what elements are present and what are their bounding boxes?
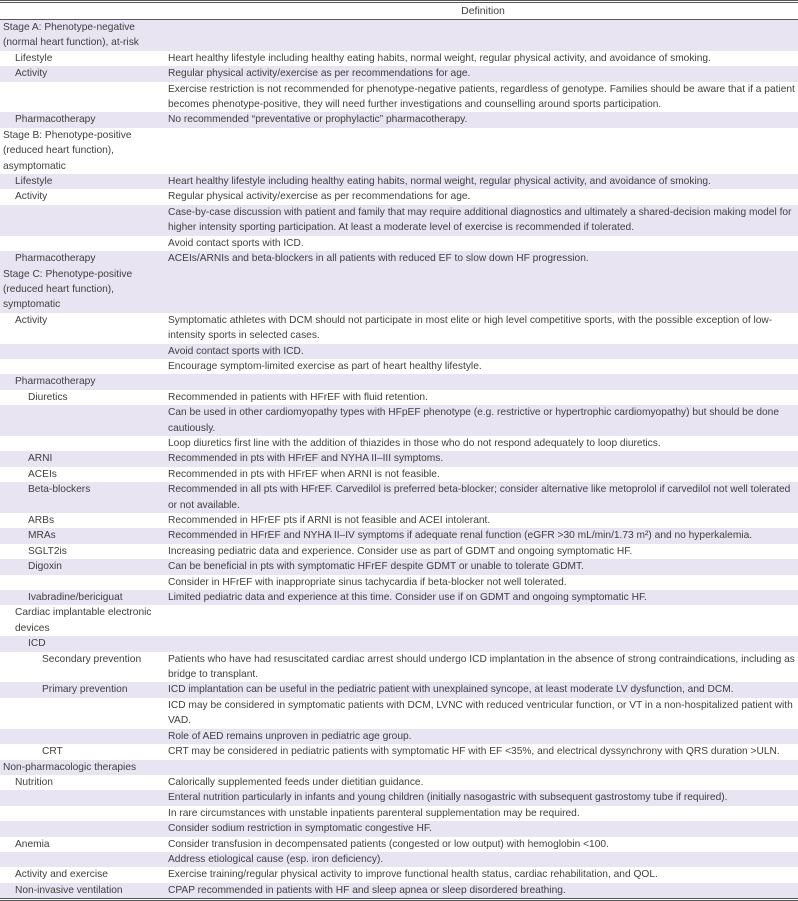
row-label: SGLT2is <box>28 545 67 557</box>
row-definition: ACEIs/ARNIs and beta-blockers in all patients with reduced EF to slow down HF progression. <box>168 253 589 265</box>
table-row <box>0 698 798 729</box>
row-label <box>0 790 168 805</box>
row-definition: Regular physical activity/exercise as per recommendations for age. <box>168 191 471 203</box>
row-label <box>0 236 168 251</box>
table-row <box>0 652 798 683</box>
row-definition: Can be beneficial in pts with symptomatic HFrEF despite GDMT or unable to tolerate GDMT. <box>168 561 584 573</box>
table-row <box>0 775 798 790</box>
row-definition: Loop diuretics first line with the addition of thiazides in those who do not respond adequately to loop diuretics. <box>168 437 661 449</box>
section-header-row <box>0 267 798 313</box>
table-body <box>0 20 798 898</box>
row-label: Activity <box>15 191 48 203</box>
row-label: Activity <box>15 68 48 80</box>
row-definition: Recommended in HFrEF pts if ARNI is not feasible and ACEI intolerant. <box>168 515 491 526</box>
table-row <box>0 467 798 482</box>
row-definition: Consider transfusion in decompensated patients (congested or low output) with hemoglobin <100. <box>168 838 609 850</box>
row-label <box>0 405 168 436</box>
section-header-row <box>0 605 798 636</box>
row-label <box>0 575 168 590</box>
table-row <box>0 821 798 836</box>
table-row <box>0 729 798 744</box>
row-label: Stage B: Phenotype-positive (reduced heart function), asymptomatic <box>3 129 132 172</box>
table-row <box>0 405 798 436</box>
row-label: Primary prevention <box>42 684 128 696</box>
row-definition: Consider in HFrEF with inappropriate sinus tachycardia if beta-blocker not well tolerated. <box>168 576 567 588</box>
row-definition <box>168 128 798 174</box>
table-row <box>0 528 798 543</box>
row-definition: In rare circumstances with unstable inpatients parenteral supplementation may be required. <box>168 807 580 819</box>
table-row <box>0 852 798 867</box>
row-label: Non-invasive ventilation <box>15 884 123 896</box>
row-definition: Limited pediatric data and experience at this time. Consider use if on GDMT and ongoing symptomatic HF. <box>168 592 647 604</box>
section-header-row <box>0 636 798 651</box>
table-row <box>0 451 798 466</box>
row-label: Beta-blockers <box>28 484 91 496</box>
row-label: Ivabradine/bericiguat <box>28 592 123 604</box>
row-definition: Recommended in pts with HFrEF when ARNI is not feasible. <box>168 468 440 480</box>
row-label: ARBs <box>28 515 55 526</box>
section-header-row <box>0 20 798 51</box>
row-label: Secondary prevention <box>42 653 142 665</box>
row-label: Activity <box>15 314 48 326</box>
table-row <box>0 544 798 559</box>
table-row <box>0 790 798 805</box>
table-row <box>0 806 798 821</box>
table-row <box>0 867 798 882</box>
row-label: Lifestyle <box>15 52 53 64</box>
table-row <box>0 482 798 513</box>
table-row <box>0 590 798 605</box>
section-header-row <box>0 760 798 775</box>
row-definition: CRT may be considered in pediatric patients with symptomatic HF with EF <35%, and electrical dyssynchrony with QRS duration >ULN. <box>168 746 780 758</box>
table-row <box>0 174 798 189</box>
row-definition: Regular physical activity/exercise as per recommendations for age. <box>168 68 471 80</box>
table-row <box>0 436 798 451</box>
table-row <box>0 682 798 697</box>
row-label <box>0 359 168 374</box>
row-definition: Heart healthy lifestyle including healthy eating habits, normal weight, regular physical activity, and avoidance of smoking. <box>168 176 711 188</box>
row-label: Pharmacotherapy <box>15 114 96 126</box>
table-row <box>0 66 798 81</box>
row-definition: ICD may be considered in symptomatic patients with DCM, LVNC with reduced ventricular function, or VT in a non-hospitalized patient with VAD. <box>168 699 793 727</box>
row-label: Anemia <box>15 838 50 850</box>
row-label <box>0 729 168 744</box>
row-definition: Consider sodium restriction in symptomatic congestive HF. <box>168 823 432 835</box>
row-definition: Avoid contact sports with ICD. <box>168 345 304 357</box>
row-definition: Encourage symptom-limited exercise as part of heart healthy lifestyle. <box>168 360 482 372</box>
row-definition: Recommended in HFrEF and NYHA II–IV symptoms if adequate renal function (eGFR >30 mL/min/1.73 m²) and no hyperkalemia. <box>168 530 753 542</box>
row-definition <box>168 605 798 636</box>
table-row <box>0 883 798 898</box>
row-definition: Symptomatic athletes with DCM should not participate in most elite or high level competitive sports, with the possible exception of low-intensity sports in selected cases. <box>168 314 773 342</box>
table-row <box>0 513 798 528</box>
row-definition <box>168 20 798 51</box>
table-row <box>0 744 798 759</box>
row-definition: Heart healthy lifestyle including healthy eating habits, normal weight, regular physical activity, and avoidance of smoking. <box>168 52 711 64</box>
row-label: Activity and exercise <box>15 869 108 881</box>
table-row <box>0 559 798 574</box>
row-label <box>0 82 168 113</box>
table-row <box>0 112 798 127</box>
row-definition: Avoid contact sports with ICD. <box>168 237 304 249</box>
table-row <box>0 359 798 374</box>
row-label: Non-pharmacologic therapies <box>3 761 137 773</box>
row-label: Stage A: Phenotype-negative (normal heart function), at-risk <box>3 22 139 49</box>
row-label: Diuretics <box>28 391 68 403</box>
table-row <box>0 313 798 344</box>
row-definition: Exercise training/regular physical activity to improve functional health status, cardiac rehabilitation, and QOL. <box>168 869 658 881</box>
row-label: Stage C: Phenotype-positive (reduced heart function), symptomatic <box>3 268 133 311</box>
table-row <box>0 189 798 204</box>
row-label: ICD <box>28 638 46 650</box>
row-definition: Recommended in all pts with HFrEF. Carvedilol is preferred beta-blocker; consider alternative like metoprolol if carvedilol not well tolerated or not available. <box>168 484 791 511</box>
row-definition: Patients who have had resuscitated cardiac arrest should undergo ICD implantation in the absence of strong contraindications, including as bridge to transplant. <box>168 653 795 681</box>
row-label: Pharmacotherapy <box>15 253 96 265</box>
table-row <box>0 82 798 113</box>
row-definition: Can be used in other cardiomyopathy types with HFpEF phenotype (e.g. restrictive or hypertrophic cardiomyopathy) but should be done cautiously. <box>168 407 780 434</box>
row-definition: Role of AED remains unproven in pediatric age group. <box>168 730 412 742</box>
row-definition: Exercise restriction is not recommended for phenotype-negative patients, regardless of genotype. Families should be aware that if a patient becomes phenotype-positive, they will need further investigations and counselling around sports participation. <box>168 83 795 111</box>
row-definition: CPAP recommended in patients with HF and sleep apnea or sleep disordered breathing. <box>168 884 566 896</box>
row-label <box>0 344 168 359</box>
row-label: CRT <box>42 746 63 758</box>
section-header-row <box>0 128 798 174</box>
table-row <box>0 344 798 359</box>
row-definition: Address etiological cause (esp. iron deficiency). <box>168 853 384 865</box>
definition-column-header: Definition <box>461 5 505 17</box>
header-empty-cell <box>0 4 168 18</box>
row-label: Cardiac implantable electronic devices <box>15 607 152 634</box>
row-definition: Enteral nutrition particularly in infants and young children (initially nasogastric with subsequent gastrostomy tube if required). <box>168 792 728 804</box>
table-row <box>0 236 798 251</box>
table-row <box>0 205 798 236</box>
row-label: ACEIs <box>28 468 57 480</box>
section-header-row <box>0 374 798 389</box>
row-label: Pharmacotherapy <box>15 376 96 388</box>
row-definition: Recommended in patients with HFrEF with fluid retention. <box>168 391 428 403</box>
table-row <box>0 837 798 852</box>
row-definition <box>168 267 798 313</box>
row-label: MRAs <box>28 530 56 542</box>
row-label <box>0 205 168 236</box>
row-label: Nutrition <box>15 776 53 788</box>
row-label <box>0 698 168 729</box>
row-definition: Increasing pediatric data and experience. Consider use as part of GDMT and ongoing symptomatic HF. <box>168 545 633 557</box>
table-row <box>0 51 798 66</box>
row-label: ARNI <box>28 453 53 465</box>
table-row <box>0 251 798 266</box>
row-label <box>0 821 168 836</box>
row-definition: Case-by-case discussion with patient and family that may require additional diagnostics and ultimately a shared-decision making model for higher intensity sporting participation. At least a moderate level of exercise is recommended if tolerated. <box>168 206 792 234</box>
table-row <box>0 390 798 405</box>
row-label: Digoxin <box>28 561 62 573</box>
row-label: Lifestyle <box>15 176 53 188</box>
row-definition: No recommended “preventative or prophylactic” pharmacotherapy. <box>168 114 468 126</box>
row-definition <box>168 636 798 651</box>
row-definition: ICD implantation can be useful in the pediatric patient with unexplained syncope, at least moderate LV dysfunction, and DCM. <box>168 684 734 696</box>
table-header-row <box>0 3 798 19</box>
row-definition: Calorically supplemented feeds under dietitian guidance. <box>168 776 424 788</box>
row-definition: Recommended in pts with HFrEF and NYHA II–III symptoms. <box>168 453 444 465</box>
row-label <box>0 436 168 451</box>
row-definition <box>168 374 798 389</box>
row-label <box>0 852 168 867</box>
row-definition <box>168 760 798 775</box>
row-label <box>0 806 168 821</box>
table-row <box>0 575 798 590</box>
